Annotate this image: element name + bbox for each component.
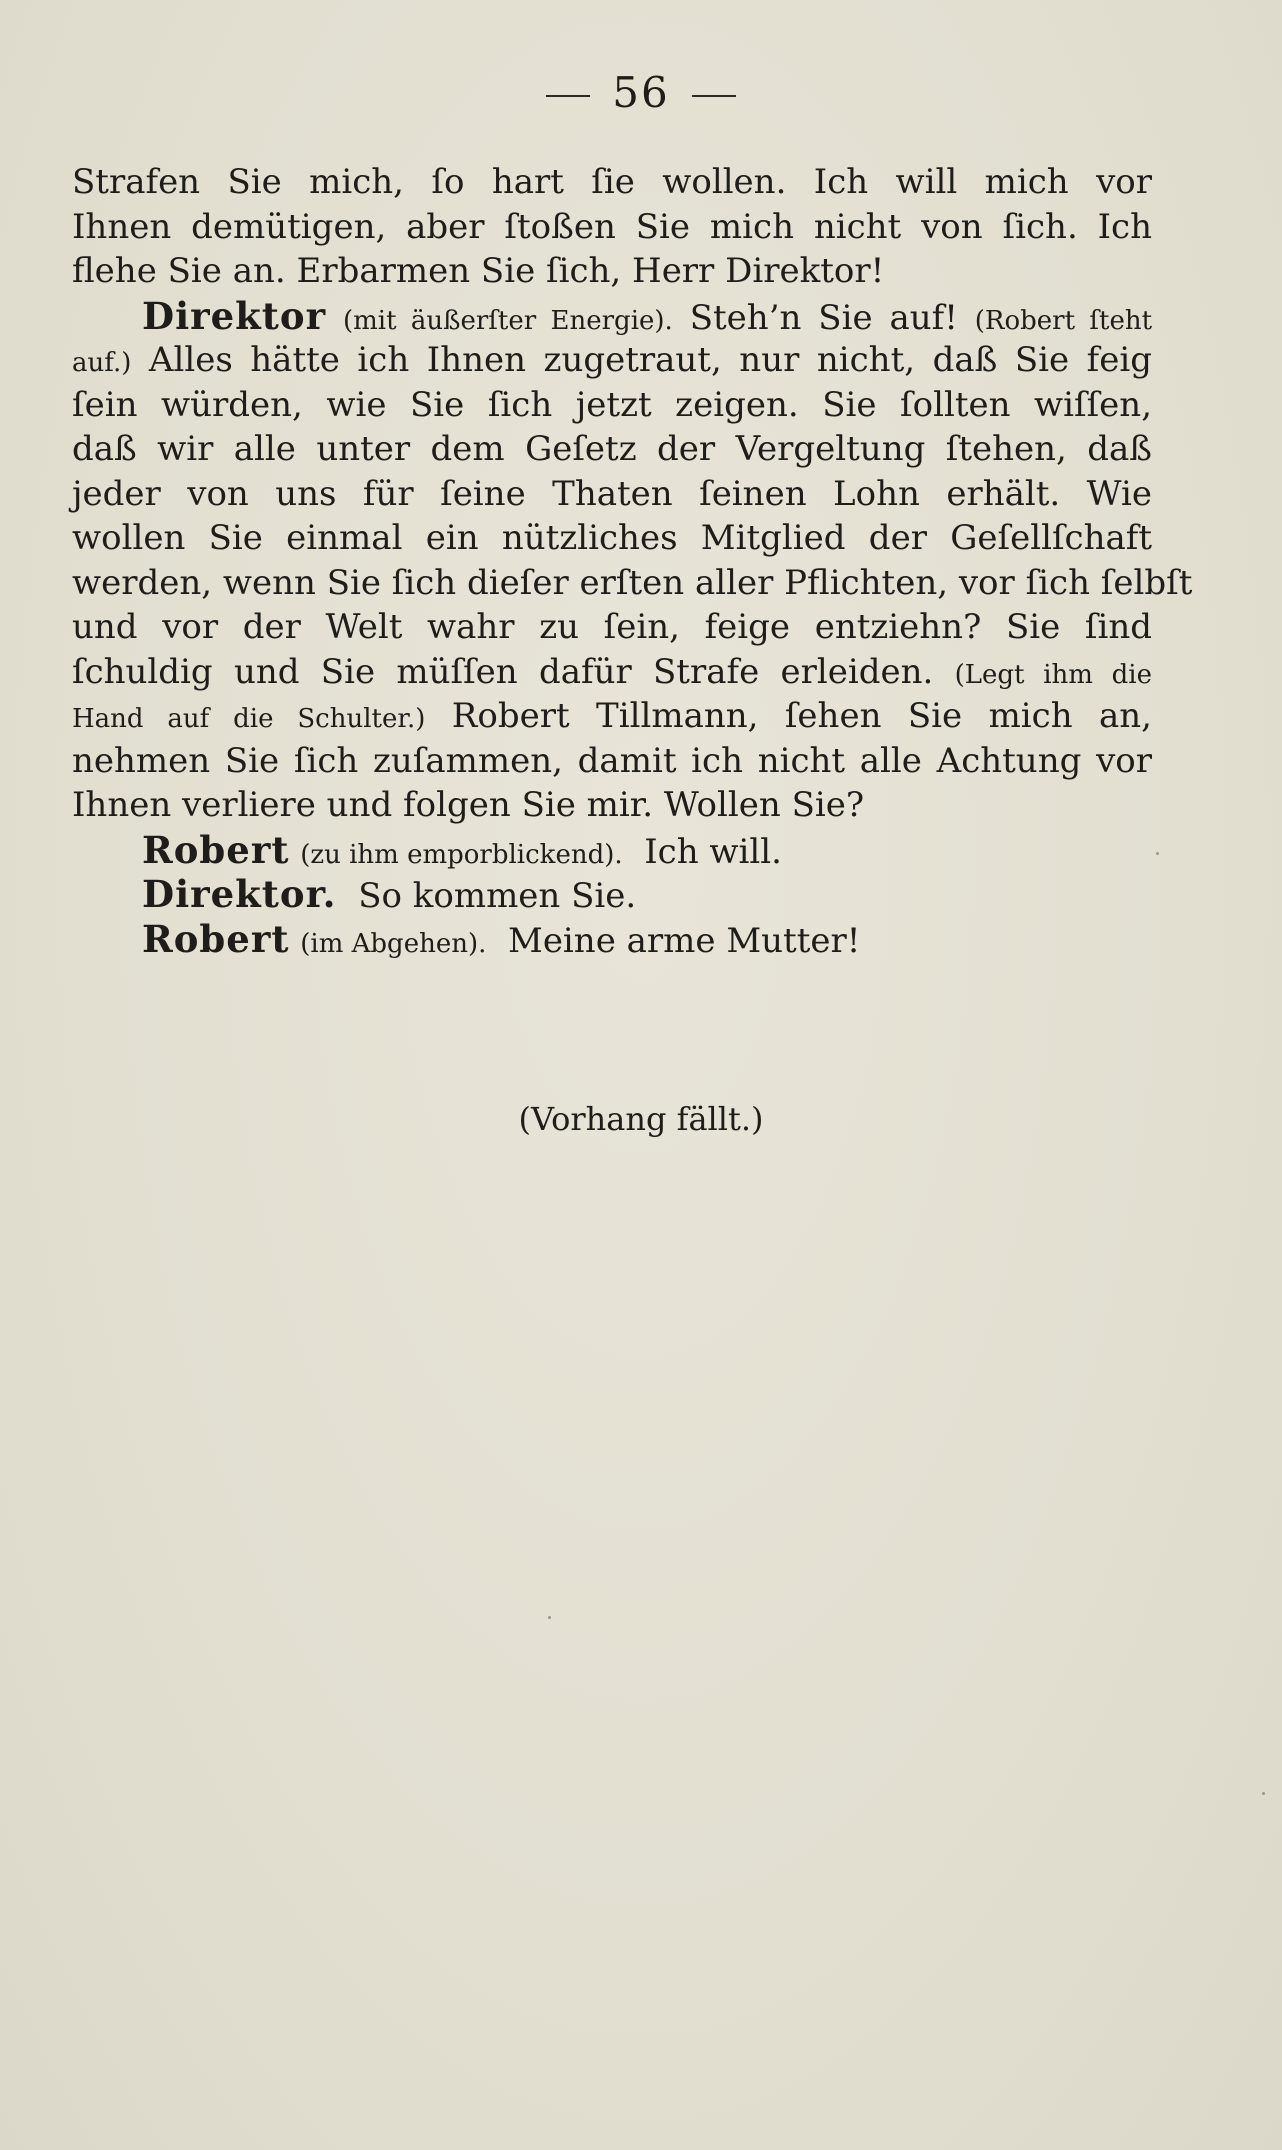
speaker-name: Robert (142, 916, 290, 961)
dialogue-text (72, 160, 1193, 961)
stage-direction: (zu ihm emporblickend). (300, 839, 623, 870)
speaker-name: Direktor. (142, 872, 337, 916)
text-line: nehmen Sie ſich zuſammen, damit ich nicht alle Achtung vor (72, 740, 1152, 781)
text-line: wollen Sie einmal ein nützliches Mitglied der Geſellſchaft (72, 518, 1152, 558)
speaker-name: Robert (142, 827, 290, 872)
curtain-stage-direction: (Vorhang fällt.) (518, 1100, 764, 1138)
text-line: Ihnen verliere und folgen Sie mir. Wollen Sie? (72, 785, 865, 825)
text-line: auf.) Alles hätte ich Ihnen zugetraut, nur nicht, daß Sie feig (72, 340, 1153, 380)
paper-speck (1262, 1792, 1265, 1795)
text-line: und vor der Welt wahr zu ſein, feige entziehn? Sie ſind (72, 607, 1152, 647)
text-line: Direktor. So kommen Sie. (142, 872, 637, 916)
stage-direction: (im Abgehen). (300, 928, 487, 959)
text-line: Strafen Sie mich, ſo hart ſie wollen. Ich will mich vor (72, 162, 1152, 202)
dash-right (692, 95, 736, 97)
text-line: jeder von uns für ſeine Thaten ſeinen Lohn erhält. Wie (72, 473, 1152, 514)
page-number (0, 68, 1282, 117)
stage-direction: (Robert ſteht (974, 305, 1153, 336)
paper-speck (1156, 852, 1159, 855)
speaker-name: Direktor (142, 293, 327, 338)
text-line: daß wir alle unter dem Geſetz der Vergeltung ſtehen, daß (72, 429, 1152, 469)
text-line: Ihnen demütigen, aber ſtoßen Sie mich nicht von ſich. Ich (72, 206, 1152, 247)
text-line: Robert (im Abgehen). Meine arme Mutter! (142, 916, 861, 961)
text-line: Robert (zu ihm emporblickend). Ich will. (142, 827, 782, 872)
text-line: werden, wenn Sie ſich dieſer erſten aller Pflichten, vor ſich ſelbſt (72, 562, 1193, 603)
stage-direction: (mit äußerſter Energie). (342, 305, 673, 336)
text-line: Direktor (mit äußerſter Energie). Steh’n Sie auf! (Robert ſteht (142, 293, 1153, 338)
paper-speck (548, 1616, 551, 1619)
text-line: ſein würden, wie Sie ſich jetzt zeigen. Sie ſollten wiſſen, (72, 384, 1152, 425)
stage-direction: (Legt ihm die (954, 659, 1152, 690)
page-number-value: 56 (612, 68, 670, 117)
text-line: Hand auf die Schulter.) Robert Tillmann, ſehen Sie mich an, (72, 696, 1152, 736)
text-line: flehe Sie an. Erbarmen Sie ſich, Herr Direktor! (72, 251, 885, 291)
text-line: ſchuldig und Sie müſſen dafür Strafe erleiden. (Legt ihm die (72, 651, 1152, 692)
stage-direction: Hand auf die Schulter.) (72, 704, 426, 734)
stage-direction: auf.) (72, 348, 132, 378)
dash-left (546, 95, 590, 97)
